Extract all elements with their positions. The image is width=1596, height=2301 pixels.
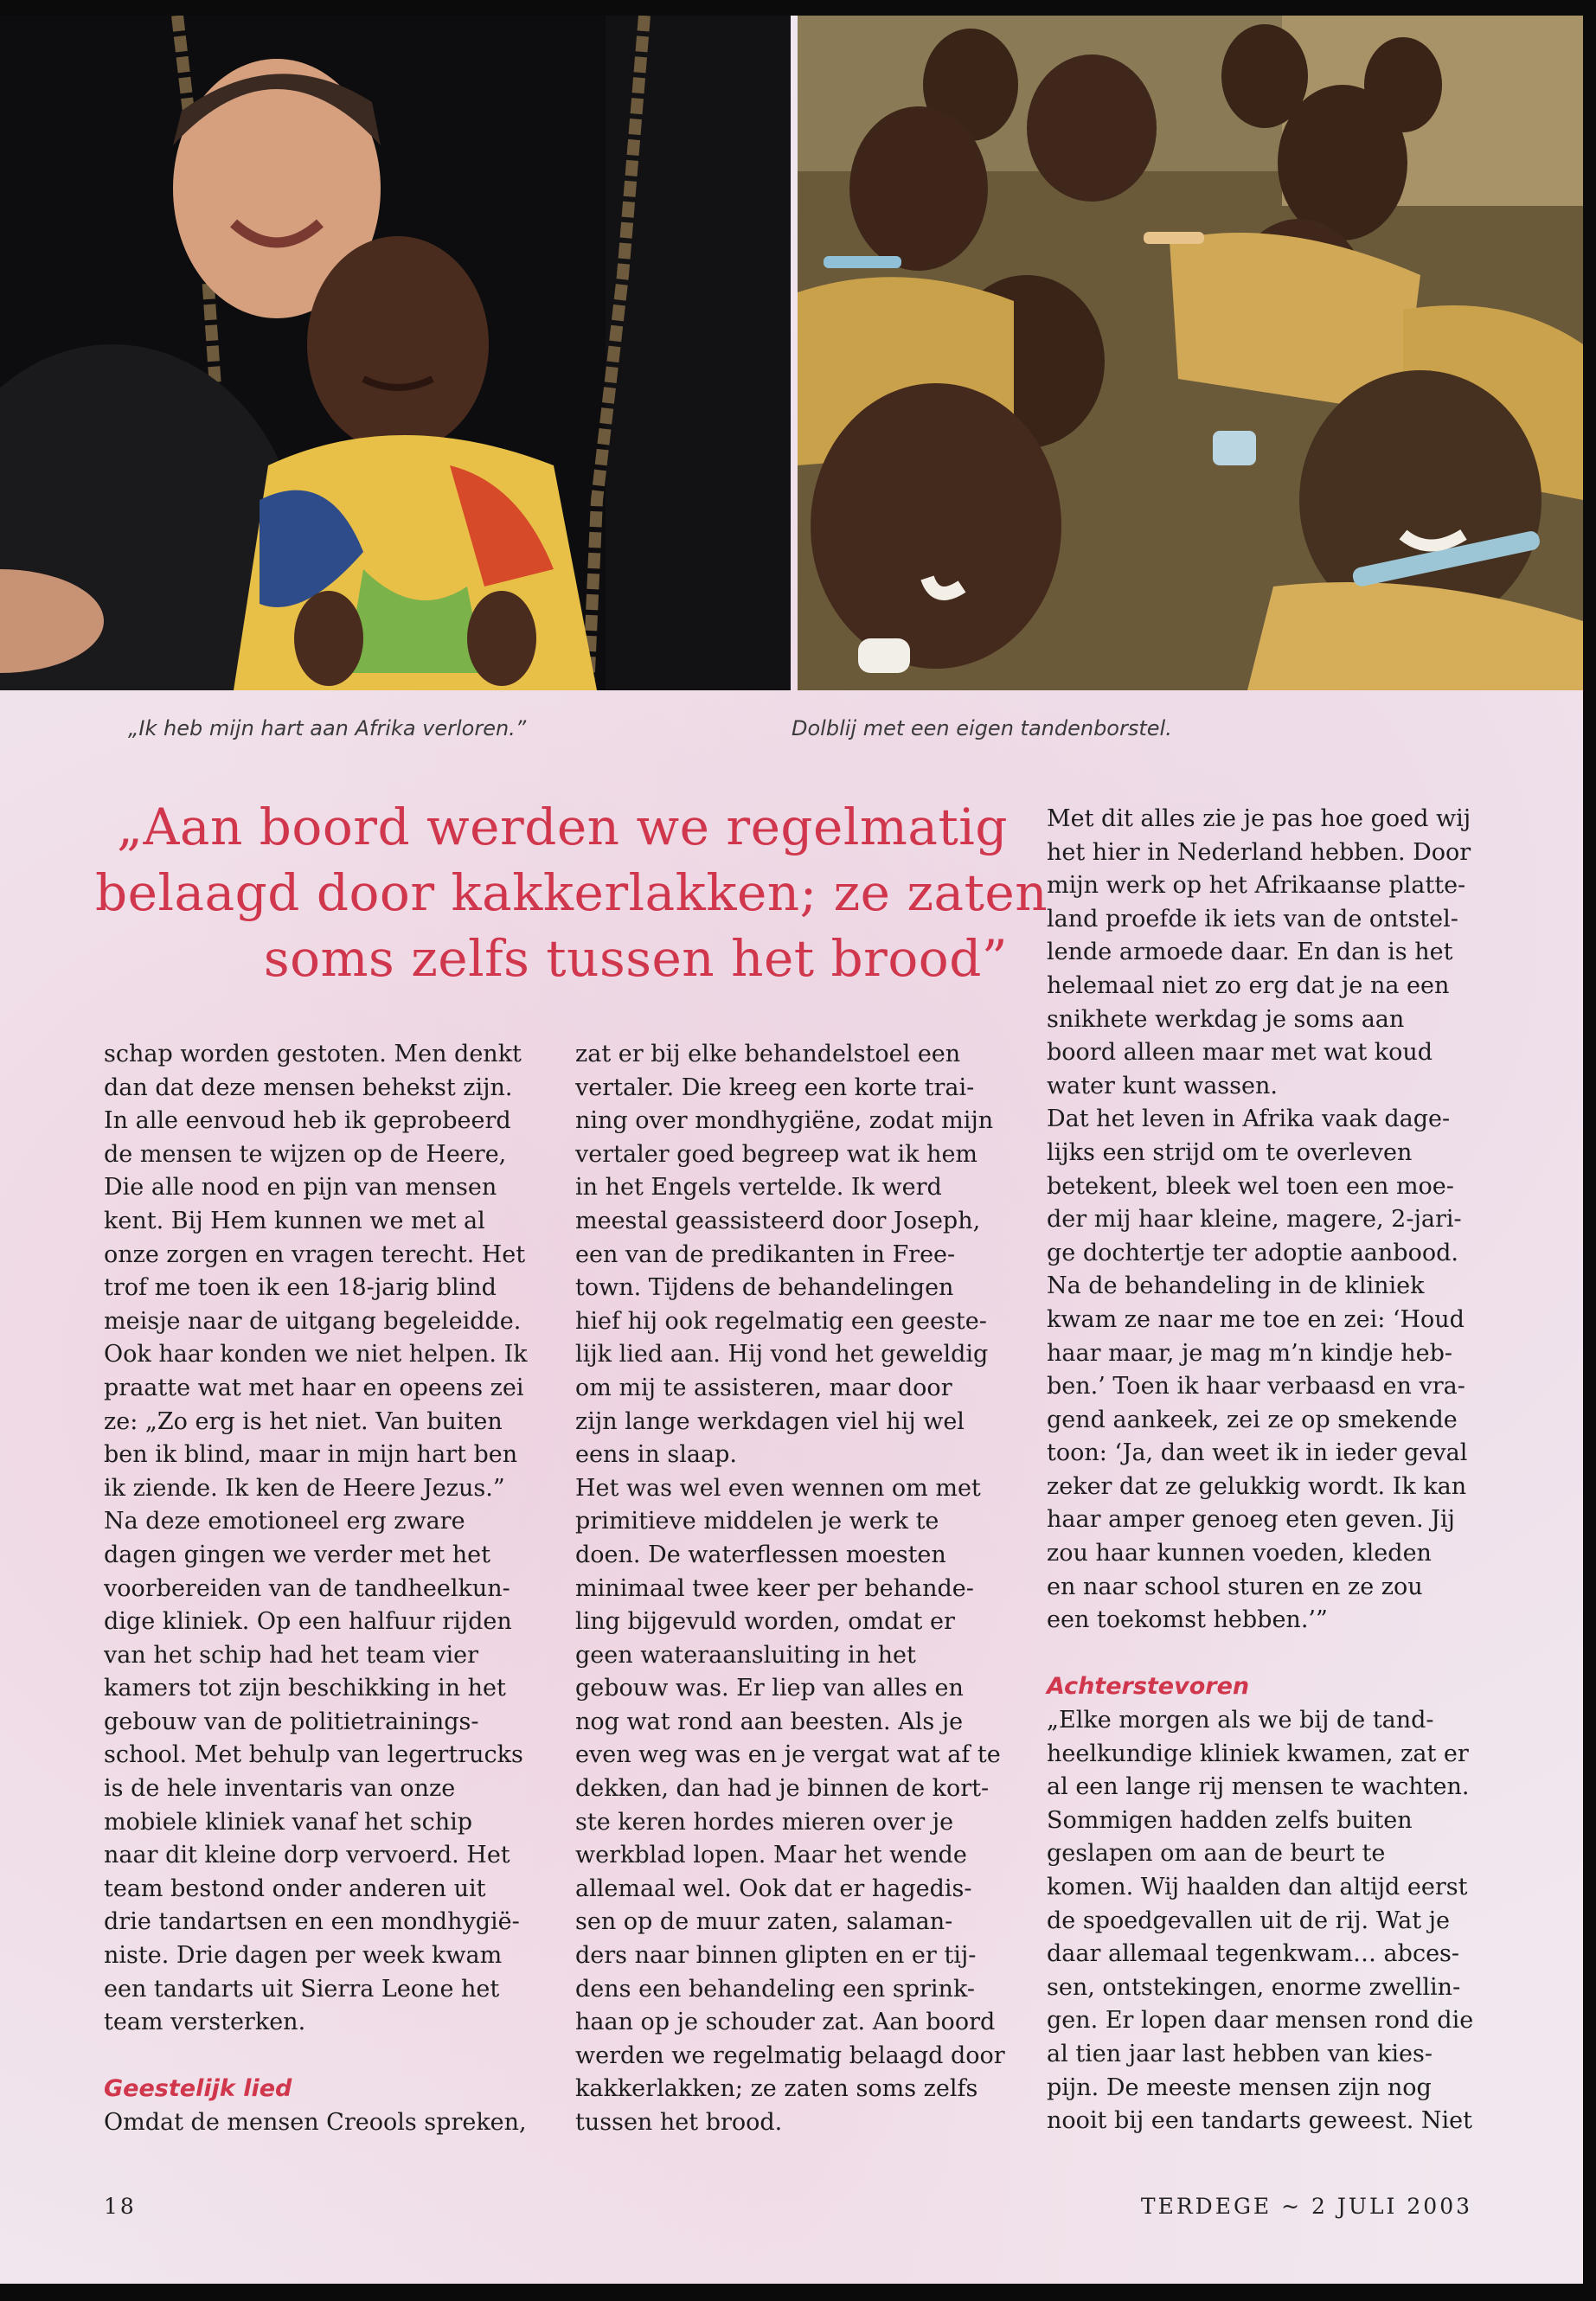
article-column-3 [1047,803,1473,2138]
text-line: de mensen te wijzen op de Heere, [104,1140,507,1168]
photo-caption-right: Dolblij met een eigen tandenborstel. [792,716,1172,740]
text-line: mijn werk op het Afrikaanse platte- [1047,872,1466,900]
text-line: een van de predikanten in Free- [575,1240,956,1268]
text-line: komen. Wij haalden dan altijd eerst [1047,1874,1468,1900]
subheading-achterstevoren: Achterstevoren [1047,1673,1250,1701]
text-line: water kunt wassen. [1047,1072,1278,1099]
text-line: gend aankeek, zei ze op smekende [1047,1406,1458,1433]
text-line: geslapen om aan de beurt te [1047,1840,1386,1868]
text-line: zou haar kunnen voeden, kleden [1047,1540,1432,1567]
text-line: al een lange rij mensen te wachten. [1047,1773,1470,1801]
text-line: zeker dat ze gelukkig wordt. Ik kan [1047,1472,1467,1500]
article-column-1 [104,1038,528,2140]
text-line: mobiele kliniek vanaf het schip [104,1808,473,1836]
paragraph-gap [104,2040,528,2073]
text-line: Na deze emotioneel erg zware [104,1508,465,1535]
text-line: der mij haar kleine, magere, 2-jari- [1047,1206,1462,1234]
pull-quote-line: „Aan boord werden we regelmatig [116,798,1008,856]
text-line: meisje naar de uitgang begeleidde. [104,1307,522,1335]
text-line: van het schip had het team vier [104,1641,479,1669]
text-line: praatte wat met haar en opeens zei [104,1374,524,1401]
pull-quote [95,794,1048,991]
text-line: werden we regelmatig belaagd door [575,2041,1005,2069]
pull-quote-line: soms zelfs tussen het brood” [263,929,1008,988]
paragraph-gap [1047,1638,1473,1671]
text-line: gebouw van de politietrainings- [104,1708,479,1735]
text-line: al tien jaar last hebben van kies- [1047,2040,1433,2067]
text-line: naar dit kleine dorp vervoerd. Het [104,1842,510,1869]
text-line: town. Tijdens de behandelingen [575,1274,954,1302]
text-line: vertaler. Die kreeg een korte trai- [575,1074,975,1101]
text-line: het hier in Nederland hebben. Door [1047,838,1471,866]
text-line: dens een behandeling een sprink- [575,1975,975,2003]
text-line: kamers tot zijn beschikking in het [104,1675,506,1702]
text-line: team bestond onder anderen uit [104,1875,486,1902]
text-line: Sommigen hadden zelfs buiten [1047,1806,1413,1834]
text-line: Na de behandeling in de kliniek [1047,1272,1425,1300]
text-line: heelkundige kliniek kwamen, zat er [1047,1740,1469,1767]
text-line: eens in slaap. [575,1441,737,1469]
text-line: „Elke morgen als we bij de tand- [1047,1707,1434,1734]
text-line: helemaal niet zo erg dat je na een [1047,971,1450,999]
text-line: tussen het brood. [575,2109,783,2136]
text-line: kakkerlakken; ze zaten soms zelfs [575,2075,978,2103]
text-line: allemaal wel. Ook dat er hagedis- [575,1875,972,1902]
text-line: geen wateraansluiting in het [575,1641,916,1669]
text-line: niste. Drie dagen per week kwam [104,1942,503,1970]
text-line: onze zorgen en vragen terecht. Het [104,1240,526,1268]
text-line: de spoedgevallen uit de rij. Wat je [1047,1907,1451,1934]
text-line: lende armoede daar. En dan is het [1047,939,1453,966]
text-line: dekken, dan had je binnen de kort- [575,1775,990,1803]
text-line: betekent, bleek wel toen een moe- [1047,1172,1454,1200]
photo-caption-left: „Ik heb mijn hart aan Afrika verloren.” [128,716,527,740]
text-line: is de hele inventaris van onze [104,1775,456,1803]
publication-footer: TERDEGE ~ 2 JULI 2003 [1140,2194,1472,2219]
text-line: doen. De waterflessen moesten [575,1541,946,1568]
text-line: kent. Bij Hem kunnen we met al [104,1207,485,1234]
magazine-page [0,16,1583,2284]
page-number: 18 [104,2194,137,2219]
pull-quote-line: belaagd door kakkerlakken; ze zaten [95,863,1048,922]
text-line: een toekomst hebben.’” [1047,1606,1328,1634]
text-line: lijks een strijd om te overleven [1047,1138,1413,1166]
text-line: ben ik blind, maar in mijn hart ben [104,1441,518,1469]
text-line: kwam ze naar me toe en zei: ‘Houd [1047,1305,1465,1333]
photo-children-with-toothbrushes [798,16,1583,690]
text-line: ling bijgevuld worden, omdat er [575,1608,955,1636]
text-line: nog wat rond aan beesten. Als je [575,1708,964,1735]
text-line: primitieve middelen je werk te [575,1508,939,1535]
text-line: vertaler goed begreep wat ik hem [575,1140,978,1168]
text-line: schap worden gestoten. Men denkt [104,1041,522,1067]
text-line: toon: ‘Ja, dan weet ik in ieder geval [1047,1439,1468,1467]
text-line: haan op je schouder zat. Aan boord [575,2009,996,2036]
text-line: hief hij ook regelmatig een geeste- [575,1307,987,1335]
text-line: dan dat deze mensen behekst zijn. [104,1074,513,1101]
text-line: ze: „Zo erg is het niet. Van buiten [104,1407,503,1435]
text-line: ben.’ Toen ik haar verbaasd en vra- [1047,1373,1465,1400]
text-line: werkblad lopen. Maar het wende [575,1842,967,1869]
text-line: en naar school sturen en ze zou [1047,1573,1423,1600]
text-line: gen. Er lopen daar mensen rond die [1047,2007,1474,2035]
text-line: even weg was en je vergat wat af te [575,1741,1001,1769]
text-line: drie tandartsen en een mondhygië- [104,1908,520,1936]
text-line: sen, ontstekingen, enorme zwellin- [1047,1973,1461,2001]
text-line: trof me toen ik een 18-jarig blind [104,1274,497,1302]
photo-right-illustration [798,16,1583,690]
text-line: dige kliniek. Op een halfuur rijden [104,1608,512,1636]
text-line: Het was wel even wennen om met [575,1474,981,1502]
text-line: haar amper genoeg eten geven. Jij [1047,1506,1455,1534]
photo-woman-with-child-on-swing [0,16,791,690]
text-line: meestal geassisteerd door Joseph, [575,1207,981,1234]
text-line: Dat het leven in Afrika vaak dage- [1047,1106,1451,1133]
text-line: haar maar, je mag m’n kindje heb- [1047,1339,1453,1367]
text-line: minimaal twee keer per behande- [575,1574,974,1602]
text-line: boord alleen maar met wat koud [1047,1039,1433,1067]
text-line: in het Engels vertelde. Ik werd [575,1174,942,1202]
text-line: Omdat de mensen Creools spreken, [104,2109,527,2136]
text-line: Ook haar konden we niet helpen. Ik [104,1341,528,1368]
text-line: zat er bij elke behandelstoel een [575,1041,961,1067]
text-line: sen op de muur zaten, salaman- [575,1908,953,1936]
text-line: Die alle nood en pijn van mensen [104,1174,497,1202]
text-line: lijk lied aan. Hij vond het geweldig [575,1341,989,1368]
text-line: voorbereiden van de tandheelkun- [104,1574,510,1602]
text-line: ste keren hordes mieren over je [575,1808,954,1836]
text-line: pijn. De meeste mensen zijn nog [1047,2073,1432,2101]
text-line: school. Met behulp van legertrucks [104,1741,523,1769]
text-line: dagen gingen we verder met het [104,1541,490,1568]
text-line: ders naar binnen glipten en er tij- [575,1942,977,1970]
text-line: team versterken. [104,2009,306,2036]
text-line: zijn lange werkdagen viel hij wel [575,1407,965,1435]
text-line: ning over mondhygiëne, zodat mijn [575,1107,994,1135]
text-line: land proefde ik iets van de ontstel- [1047,905,1458,933]
text-line: In alle eenvoud heb ik geprobeerd [104,1107,511,1135]
text-line: ik ziende. Ik ken de Heere Jezus.” [104,1474,505,1502]
text-line: ge dochtertje ter adoptie aanbood. [1047,1239,1458,1266]
subheading-geestelijk-lied: Geestelijk lied [104,2075,292,2103]
text-line: daar allemaal tegenkwam… abces- [1047,1940,1460,1968]
article-column-2 [575,1038,1005,2140]
text-line: nooit bij een tandarts geweest. Niet [1047,2107,1472,2135]
text-line: een tandarts uit Sierra Leone het [104,1975,500,2003]
text-line: Met dit alles zie je pas hoe goed wij [1047,805,1471,832]
text-line: snikhete werkdag je soms aan [1047,1005,1405,1033]
text-line: gebouw was. Er liep van alles en [575,1675,964,1702]
text-line: om mij te assisteren, maar door [575,1374,952,1401]
photo-left-illustration [0,16,791,690]
